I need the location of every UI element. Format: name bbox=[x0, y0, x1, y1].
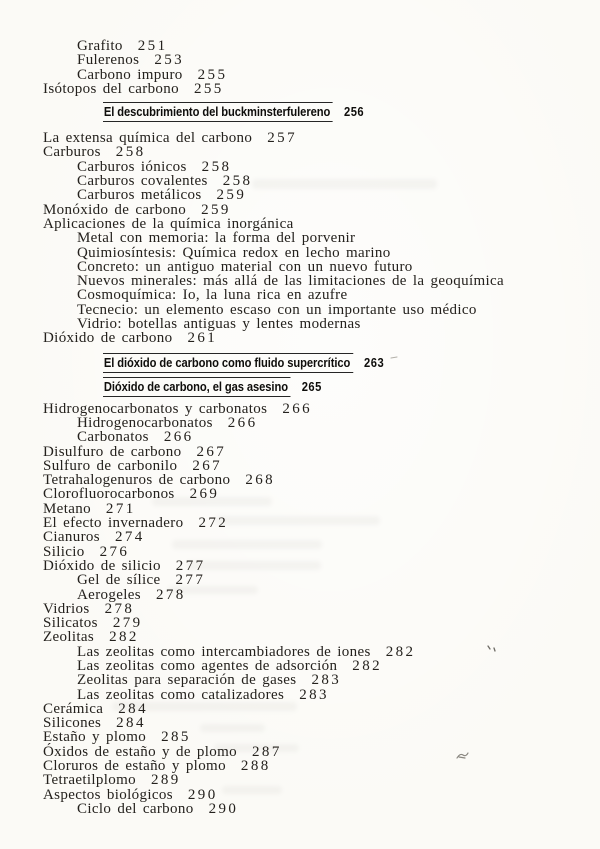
toc-entry-page: 284 bbox=[116, 715, 146, 732]
toc-entry bbox=[43, 459, 590, 473]
toc-entry-page: 288 bbox=[240, 758, 271, 775]
toc-entry bbox=[77, 588, 590, 602]
toc-entry-text: Metano bbox=[43, 500, 91, 517]
toc-entry-text: Cloruros de estaño y plomo bbox=[43, 758, 226, 775]
toc-entry bbox=[77, 288, 590, 302]
toc-entry-text: Las zeolitas como agentes de adsorción bbox=[77, 657, 338, 674]
toc-entry-text: Cerámica bbox=[43, 700, 104, 717]
toc-entry bbox=[43, 545, 590, 559]
toc-entry-text: Cosmoquímica: Io, la luna rica en azufre bbox=[77, 287, 348, 304]
toc-entry-text: Carburos bbox=[43, 144, 101, 161]
toc-entry-text: Monóxido de carbono bbox=[43, 201, 187, 218]
toc-entry-text: Clorofluorocarbonos bbox=[43, 486, 175, 503]
feature-heading-text: El dióxido de carbono como fluido supercrítico bbox=[103, 353, 353, 373]
toc-entry bbox=[43, 131, 590, 145]
toc-entry bbox=[77, 645, 590, 659]
toc-entry bbox=[43, 630, 590, 644]
toc-entry-text: Grafito bbox=[77, 38, 123, 54]
toc-entry bbox=[77, 317, 590, 331]
toc-entry bbox=[77, 188, 590, 202]
toc-entry-text: La extensa química del carbono bbox=[43, 130, 253, 147]
toc-entry-page: 261 bbox=[187, 330, 218, 347]
toc-list bbox=[43, 39, 590, 816]
toc-entry-page: 258 bbox=[115, 144, 146, 161]
toc-entry-page: 289 bbox=[151, 772, 181, 789]
feature-heading bbox=[103, 102, 590, 122]
toc-entry-page: 253 bbox=[154, 52, 185, 69]
toc-entry-text: Vidrio: botellas antiguas y lentes modernas bbox=[77, 316, 361, 333]
feature-heading bbox=[103, 377, 590, 397]
toc-entry bbox=[77, 416, 590, 430]
toc-entry-text: Zeolitas bbox=[43, 629, 95, 646]
toc-entry bbox=[43, 217, 590, 231]
toc-entry-page: 282 bbox=[352, 657, 382, 674]
toc-entry-page: 278 bbox=[155, 586, 186, 603]
toc-entry bbox=[43, 502, 590, 516]
feature-heading-page: 265 bbox=[301, 378, 322, 394]
toc-entry-page: 287 bbox=[252, 743, 282, 760]
toc-entry bbox=[77, 260, 590, 274]
toc-entry-page: 282 bbox=[109, 629, 139, 646]
toc-entry-text: Carbono impuro bbox=[77, 66, 183, 83]
toc-entry bbox=[77, 39, 590, 53]
toc-entry bbox=[77, 53, 590, 67]
toc-entry bbox=[77, 573, 590, 587]
toc-entry bbox=[43, 516, 590, 530]
toc-entry bbox=[43, 773, 590, 787]
toc-entry-page: 279 bbox=[112, 615, 143, 632]
toc-entry bbox=[77, 802, 590, 816]
toc-entry-page: 258 bbox=[201, 158, 232, 175]
toc-entry-page: 277 bbox=[175, 572, 206, 589]
toc-entry bbox=[43, 445, 590, 459]
toc-entry-text: Gel de sílice bbox=[77, 572, 161, 589]
toc-entry bbox=[43, 331, 590, 345]
toc-entry-page: 266 bbox=[163, 429, 194, 446]
toc-entry-page: 251 bbox=[137, 38, 168, 54]
toc-entry-page: 274 bbox=[114, 529, 145, 546]
toc-entry-page: 276 bbox=[99, 543, 130, 560]
toc-entry-text: Fulerenos bbox=[77, 52, 140, 69]
toc-entry-page: 267 bbox=[192, 457, 223, 474]
toc-entry bbox=[43, 716, 590, 730]
feature-heading-page: 263 bbox=[364, 354, 385, 370]
toc-entry-text: Carburos metálicos bbox=[77, 187, 202, 204]
toc-entry-text: Aplicaciones de la química inorgánica bbox=[43, 215, 294, 232]
feature-heading-inner bbox=[103, 377, 322, 397]
toc-entry-text: Vidrios bbox=[43, 600, 90, 617]
toc-entry-page: 290 bbox=[208, 800, 239, 817]
toc-entry-text: Aspectos biológicos bbox=[43, 786, 173, 803]
toc-entry bbox=[77, 274, 590, 288]
toc-entry-page: 266 bbox=[227, 414, 258, 431]
toc-entry-text: Hidrogenocarbonatos y carbonatos bbox=[43, 400, 268, 417]
feature-heading-text: El descubrimiento del buckminsterfulereno bbox=[103, 102, 333, 122]
toc-entry-text: Silicones bbox=[43, 715, 102, 732]
toc-entry-page: 284 bbox=[118, 700, 148, 717]
toc-entry bbox=[43, 759, 590, 773]
toc-entry-text: Concreto: un antiguo material con un nuevo futuro bbox=[77, 258, 413, 275]
toc-entry-text: Isótopos del carbono bbox=[43, 80, 179, 97]
toc-entry-page: 259 bbox=[201, 201, 231, 218]
toc-entry bbox=[43, 530, 590, 544]
toc-entry-page: 285 bbox=[161, 729, 191, 746]
toc-entry bbox=[43, 730, 590, 744]
toc-entry bbox=[77, 430, 590, 444]
toc-entry bbox=[43, 616, 590, 630]
toc-entry-text: Dióxido de carbono bbox=[43, 330, 173, 347]
toc-entry bbox=[77, 303, 590, 317]
toc-entry bbox=[77, 246, 590, 260]
toc-entry-text: Dióxido de silicio bbox=[43, 557, 161, 574]
toc-entry-text: Tetraetilplomo bbox=[43, 772, 136, 789]
toc-entry-page: 283 bbox=[299, 686, 329, 703]
toc-entry-text: Tetrahalogenuros de carbono bbox=[43, 472, 231, 489]
toc-entry bbox=[77, 174, 590, 188]
toc-entry-text: Ciclo del carbono bbox=[77, 800, 194, 817]
toc-entry-page: 290 bbox=[187, 786, 218, 803]
toc-entry-text: Hidrogenocarbonatos bbox=[77, 414, 213, 431]
toc-entry bbox=[77, 160, 590, 174]
toc-entry bbox=[77, 688, 590, 702]
toc-entry-text: Silicatos bbox=[43, 615, 98, 632]
toc-entry-text: El efecto invernadero bbox=[43, 515, 184, 532]
toc-entry bbox=[43, 487, 590, 501]
toc-entry-text: Las zeolitas como catalizadores bbox=[77, 686, 285, 703]
toc-entry bbox=[43, 745, 590, 759]
toc-entry-page: 268 bbox=[245, 472, 276, 489]
toc-entry bbox=[43, 473, 590, 487]
toc-entry-text: Quimiosíntesis: Química redox en lecho marino bbox=[77, 244, 391, 261]
toc-entry bbox=[43, 788, 590, 802]
toc-entry bbox=[77, 231, 590, 245]
toc-entry bbox=[43, 702, 590, 716]
toc-entry-text: Aerogeles bbox=[77, 586, 141, 603]
toc-entry-text: Tecnecio: un elemento escaso con un importante uso médico bbox=[77, 301, 477, 318]
toc-entry bbox=[77, 659, 590, 673]
toc-entry-page: 258 bbox=[222, 173, 253, 190]
toc-entry bbox=[43, 559, 590, 573]
toc-entry-page: 267 bbox=[196, 443, 227, 460]
toc-entry-text: Nuevos minerales: más allá de las limitaciones de la geoquímica bbox=[77, 273, 505, 290]
toc-entry-text: Estaño y plomo bbox=[43, 729, 147, 746]
toc-entry-page: 255 bbox=[193, 80, 224, 97]
toc-entry-text: Óxidos de estaño y de plomo bbox=[43, 743, 238, 760]
toc-entry-page: 255 bbox=[197, 66, 228, 83]
toc-entry-page: 266 bbox=[282, 400, 313, 417]
toc-entry bbox=[77, 68, 590, 82]
toc-entry-page: 269 bbox=[189, 486, 220, 503]
toc-entry-page: 283 bbox=[311, 672, 342, 689]
toc-entry-text: Carbonatos bbox=[77, 429, 149, 446]
toc-entry-text: Carburos iónicos bbox=[77, 158, 187, 175]
toc-entry-text: Silicio bbox=[43, 543, 85, 560]
toc-entry bbox=[77, 673, 590, 687]
toc-entry-text: Cianuros bbox=[43, 529, 100, 546]
toc-entry-text: Sulfuro de carbonilo bbox=[43, 457, 178, 474]
toc-entry bbox=[43, 82, 590, 96]
toc-entry-page: 278 bbox=[104, 600, 135, 617]
feature-heading-text: Dióxido de carbono, el gas asesino bbox=[103, 377, 291, 397]
toc-entry bbox=[43, 402, 590, 416]
toc-entry bbox=[43, 145, 590, 159]
feature-heading-inner bbox=[103, 102, 364, 122]
toc-entry-page: 257 bbox=[267, 130, 297, 147]
toc-entry bbox=[43, 602, 590, 616]
toc-entry-text: Disulfuro de carbono bbox=[43, 443, 182, 460]
feature-heading-inner bbox=[103, 353, 384, 373]
toc-entry-page: 272 bbox=[198, 515, 229, 532]
toc-entry-page: 282 bbox=[385, 643, 416, 660]
toc-entry-text: Zeolitas para separación de gases bbox=[77, 672, 297, 689]
feature-heading-page: 256 bbox=[343, 104, 365, 120]
toc-entry-page: 277 bbox=[175, 557, 206, 574]
toc-entry-text: Metal con memoria: la forma del porvenir bbox=[77, 230, 356, 247]
toc-entry-text: Las zeolitas como intercambiadores de iones bbox=[77, 643, 371, 660]
toc-entry-page: 259 bbox=[216, 187, 247, 204]
toc-entry-page: 271 bbox=[105, 500, 136, 517]
toc-entry bbox=[43, 203, 590, 217]
toc-entry-text: Carburos covalentes bbox=[77, 173, 208, 190]
feature-heading bbox=[103, 353, 590, 373]
